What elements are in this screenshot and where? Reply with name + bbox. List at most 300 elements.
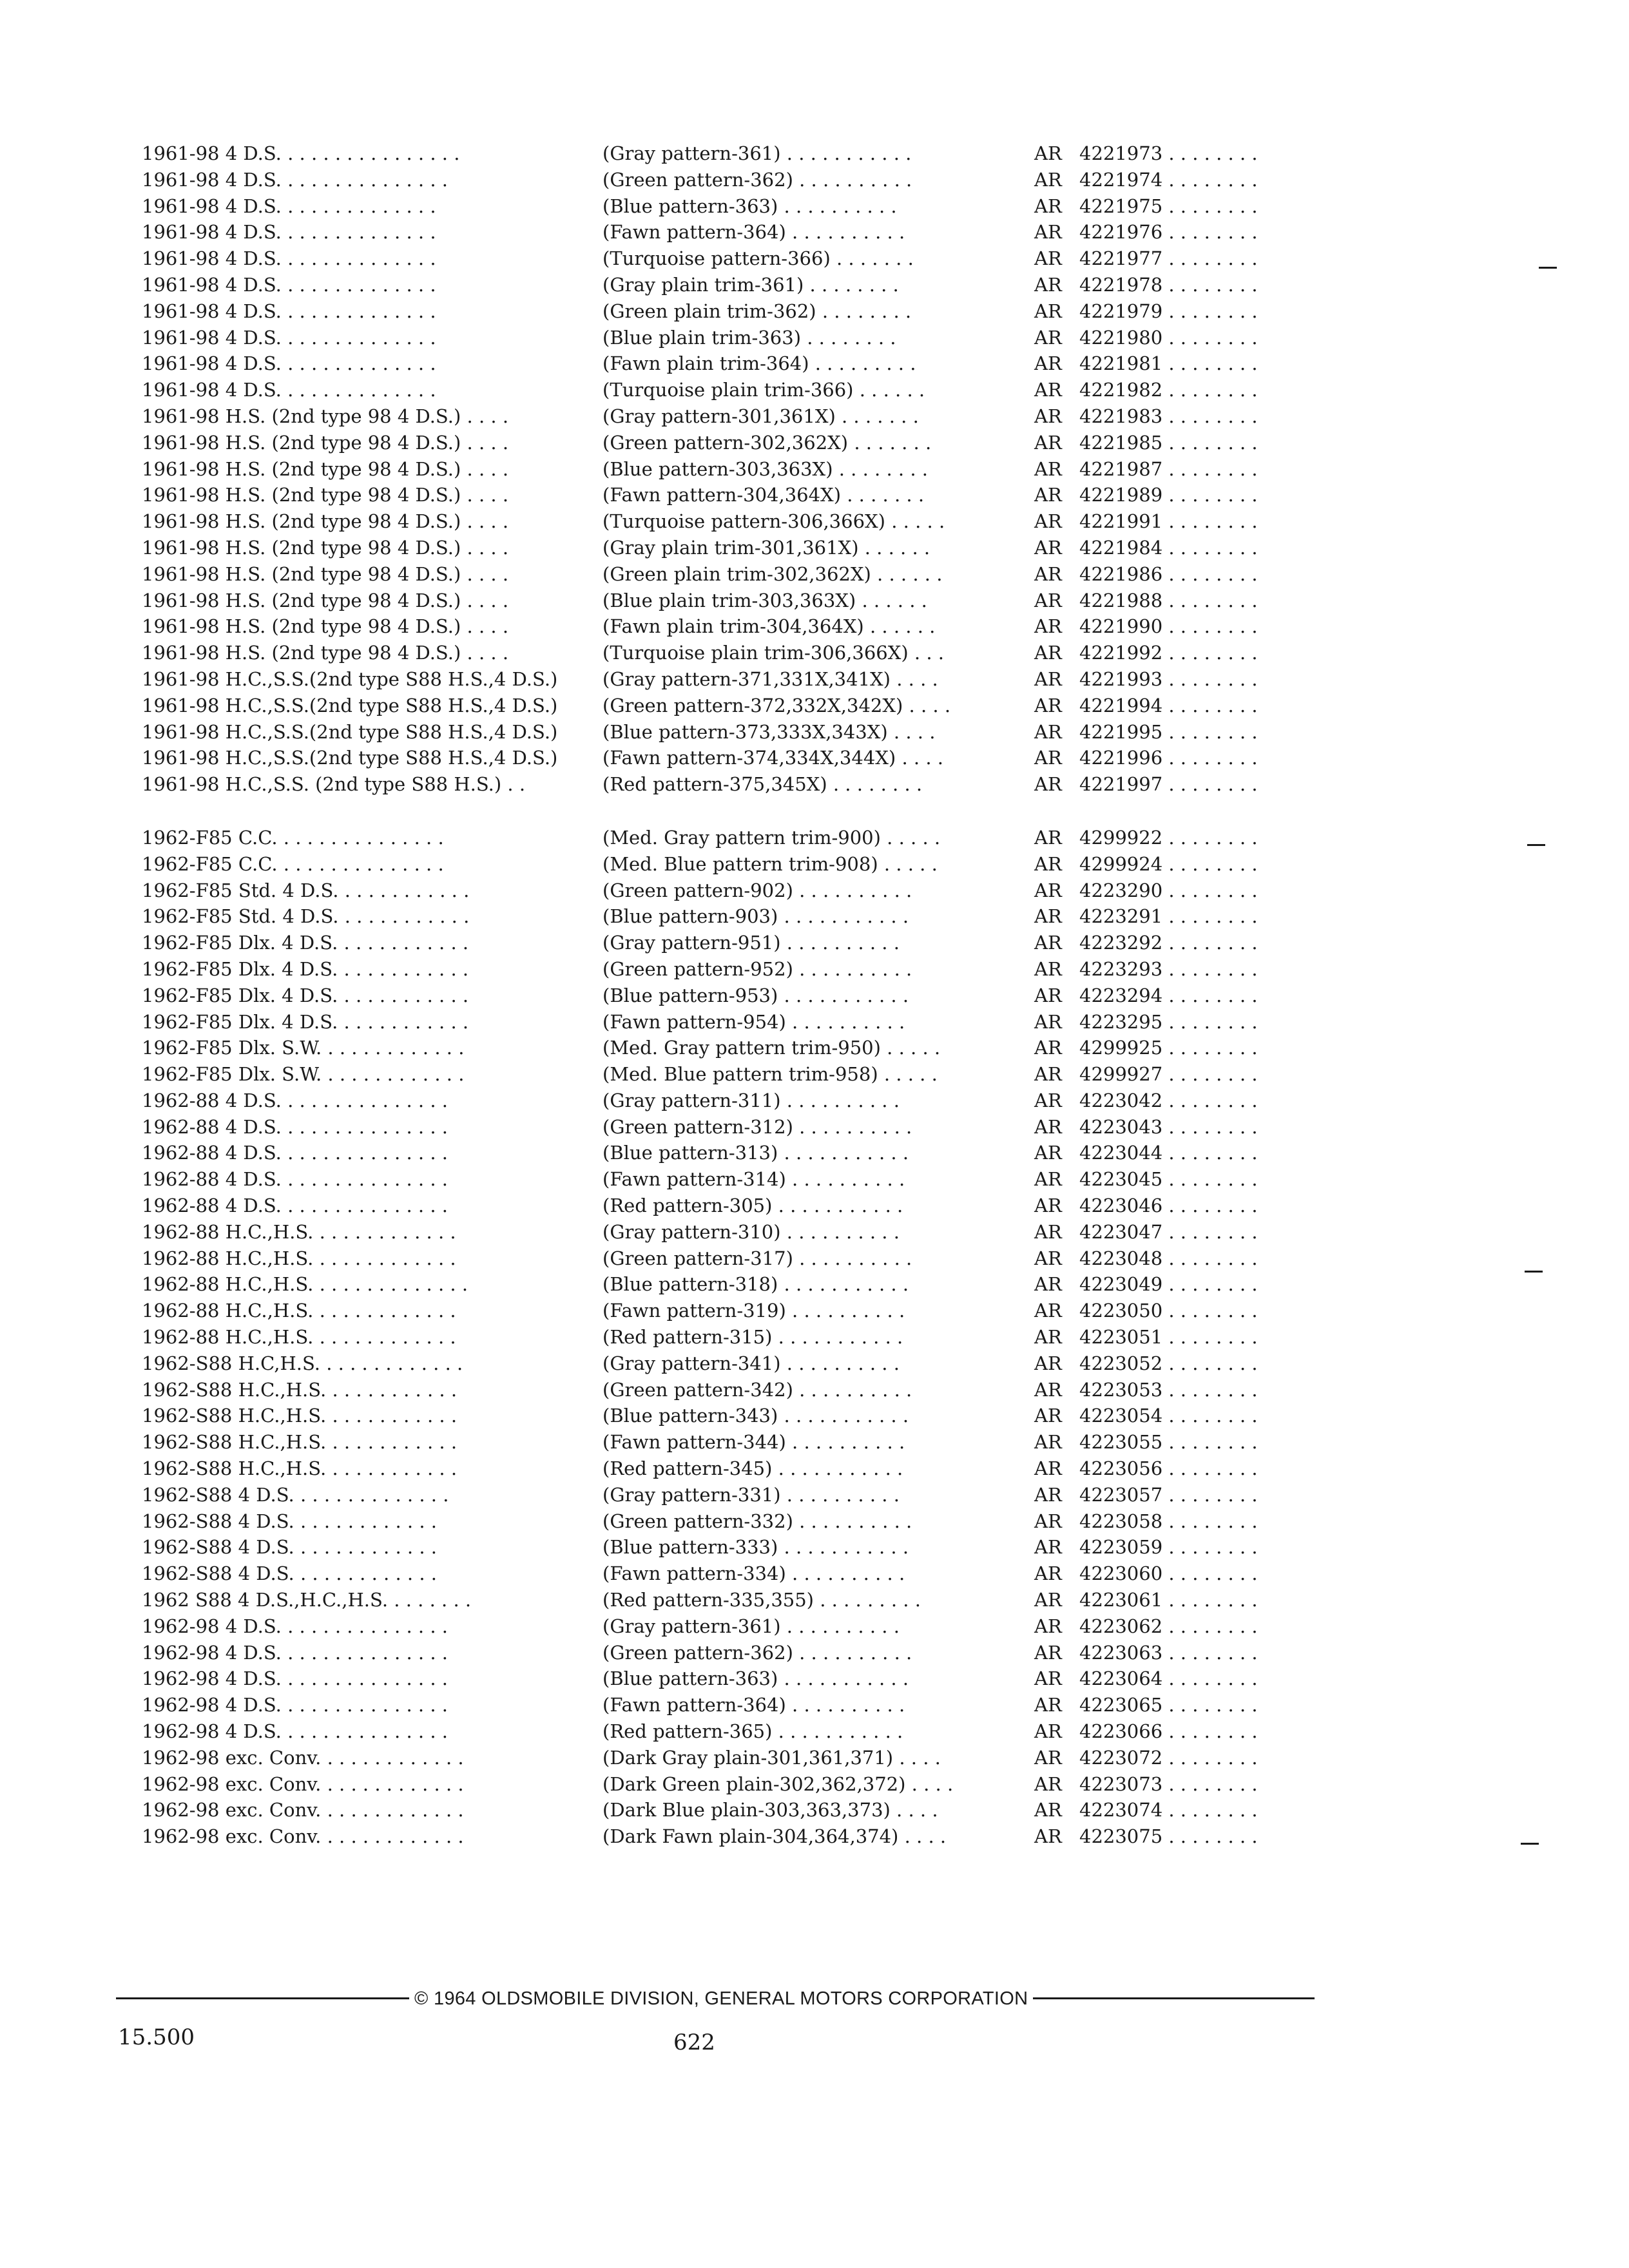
trim-description-cell: (Blue pattern-903) . . . . . . . . . . . xyxy=(602,905,909,928)
model-cell: 1962-98 4 D.S. . . . . . . . . . . . . . . xyxy=(142,1667,448,1690)
trim-description-cell: (Gray plain trim-361) . . . . . . . . xyxy=(602,273,899,296)
part-number-cell: 4223045 . . . . . . . . xyxy=(1079,1168,1258,1191)
model-cell: 1962-88 4 D.S. . . . . . . . . . . . . . . xyxy=(142,1168,448,1191)
part-number-cell: 4223292 . . . . . . . . xyxy=(1079,932,1258,954)
part-number-cell: 4223291 . . . . . . . . xyxy=(1079,905,1258,928)
table-row xyxy=(129,1035,1340,1061)
trim-description-cell: (Green pattern-332) . . . . . . . . . . xyxy=(602,1510,912,1532)
part-number-cell: 4221993 . . . . . . . . xyxy=(1079,668,1258,690)
trim-description-cell: (Blue pattern-343) . . . . . . . . . . . xyxy=(602,1405,909,1427)
table-row xyxy=(129,272,1340,298)
trim-description-cell: (Fawn pattern-364) . . . . . . . . . . xyxy=(602,1694,905,1716)
part-number-cell: 4223043 . . . . . . . . xyxy=(1079,1115,1258,1138)
margin-tick-mark xyxy=(1527,844,1545,846)
table-row xyxy=(129,1613,1340,1640)
table-row xyxy=(129,298,1340,325)
quantity-cell: AR xyxy=(1034,1220,1062,1243)
trim-description-cell: (Red pattern-305) . . . . . . . . . . . xyxy=(602,1195,903,1217)
trim-description-cell: (Gray pattern-371,331X,341X) . . . . xyxy=(602,668,938,690)
model-cell: 1961-98 4 D.S. . . . . . . . . . . . . . xyxy=(142,352,436,375)
quantity-cell: AR xyxy=(1034,221,1062,244)
part-number-cell: 4221994 . . . . . . . . xyxy=(1079,694,1258,716)
table-row xyxy=(129,430,1340,456)
quantity-cell: AR xyxy=(1034,1273,1062,1296)
trim-description-cell: (Gray pattern-361) . . . . . . . . . . xyxy=(602,1615,900,1637)
part-number-cell: 4221977 . . . . . . . . xyxy=(1079,247,1258,270)
quantity-cell: AR xyxy=(1034,747,1062,769)
trim-description-cell: (Blue pattern-953) . . . . . . . . . . . xyxy=(602,984,909,1006)
part-number-cell: 4221985 . . . . . . . . xyxy=(1079,431,1258,454)
trim-description-cell: (Dark Gray plain-301,361,371) . . . . xyxy=(602,1746,941,1769)
part-number-cell: 4221982 . . . . . . . . xyxy=(1079,379,1258,401)
quantity-cell: AR xyxy=(1034,1352,1062,1374)
trim-description-cell: (Fawn pattern-319) . . . . . . . . . . xyxy=(602,1300,905,1322)
trim-description-cell: (Gray pattern-331) . . . . . . . . . . xyxy=(602,1483,900,1506)
part-number-cell: 4221974 . . . . . . . . xyxy=(1079,168,1258,191)
quantity-cell: AR xyxy=(1034,1063,1062,1086)
quantity-cell: AR xyxy=(1034,536,1062,559)
model-year-group xyxy=(129,140,1340,798)
margin-tick-mark xyxy=(1525,1271,1543,1273)
table-row xyxy=(129,666,1340,693)
model-cell: 1962-S88 4 D.S. . . . . . . . . . . . . xyxy=(142,1510,437,1532)
model-cell: 1962-S88 H.C.,H.S. . . . . . . . . . . . xyxy=(142,1457,458,1480)
margin-tick-mark xyxy=(1539,267,1557,269)
table-row xyxy=(129,1298,1340,1324)
quantity-cell: AR xyxy=(1034,326,1062,349)
part-number-cell: 4223074 . . . . . . . . xyxy=(1079,1799,1258,1821)
trim-description-cell: (Blue plain trim-363) . . . . . . . . xyxy=(602,326,896,349)
quantity-cell: AR xyxy=(1034,1195,1062,1217)
part-number-cell: 4223056 . . . . . . . . xyxy=(1079,1457,1258,1480)
table-row xyxy=(129,1245,1340,1272)
model-cell: 1961-98 H.S. (2nd type 98 4 D.S.) . . . . xyxy=(142,642,509,664)
model-cell: 1962-S88 4 D.S. . . . . . . . . . . . . . xyxy=(142,1483,449,1506)
trim-description-cell: (Turquoise pattern-366) . . . . . . . xyxy=(602,247,914,270)
quantity-cell: AR xyxy=(1034,1746,1062,1769)
table-row xyxy=(129,983,1340,1009)
trim-description-cell: (Fawn pattern-304,364X) . . . . . . . xyxy=(602,484,925,506)
model-cell: 1961-98 H.C.,S.S.(2nd type S88 H.S.,4 D.S.) xyxy=(142,668,558,690)
model-cell: 1961-98 H.S. (2nd type 98 4 D.S.) . . . . xyxy=(142,562,509,585)
trim-description-cell: (Red pattern-365) . . . . . . . . . . . xyxy=(602,1720,903,1743)
trim-description-cell: (Dark Fawn plain-304,364,374) . . . . xyxy=(602,1825,947,1848)
model-cell: 1962-98 exc. Conv. . . . . . . . . . . . . xyxy=(142,1825,464,1848)
model-cell: 1961-98 H.S. (2nd type 98 4 D.S.) . . . . xyxy=(142,510,509,533)
part-number-cell: 4223057 . . . . . . . . xyxy=(1079,1483,1258,1506)
model-cell: 1961-98 H.S. (2nd type 98 4 D.S.) . . . . xyxy=(142,405,509,427)
trim-description-cell: (Fawn pattern-954) . . . . . . . . . . xyxy=(602,1010,905,1033)
quantity-cell: AR xyxy=(1034,1168,1062,1191)
quantity-cell: AR xyxy=(1034,484,1062,506)
table-row xyxy=(129,1797,1340,1823)
table-row xyxy=(129,719,1340,745)
quantity-cell: AR xyxy=(1034,589,1062,611)
model-cell: 1962-98 exc. Conv. . . . . . . . . . . . . xyxy=(142,1746,464,1769)
table-row xyxy=(129,1061,1340,1088)
table-row xyxy=(129,482,1340,508)
trim-description-cell: (Turquoise plain trim-306,366X) . . . xyxy=(602,642,945,664)
quantity-cell: AR xyxy=(1034,1089,1062,1111)
trim-description-cell: (Red pattern-345) . . . . . . . . . . . xyxy=(602,1457,903,1480)
model-cell: 1961-98 H.S. (2nd type 98 4 D.S.) . . . . xyxy=(142,431,509,454)
model-cell: 1961-98 H.C.,S.S.(2nd type S88 H.S.,4 D.S.) xyxy=(142,720,558,743)
trim-description-cell: (Blue plain trim-303,363X) . . . . . . xyxy=(602,589,927,611)
quantity-cell: AR xyxy=(1034,905,1062,928)
trim-description-cell: (Med. Gray pattern trim-900) . . . . . xyxy=(602,826,941,849)
quantity-cell: AR xyxy=(1034,1536,1062,1559)
part-number-cell: 4221992 . . . . . . . . xyxy=(1079,642,1258,664)
page-number: 622 xyxy=(673,2030,715,2055)
part-number-cell: 4223053 . . . . . . . . xyxy=(1079,1378,1258,1401)
part-number-cell: 4223066 . . . . . . . . xyxy=(1079,1720,1258,1743)
model-cell: 1961-98 4 D.S. . . . . . . . . . . . . . xyxy=(142,273,436,296)
table-row xyxy=(129,1429,1340,1456)
trim-description-cell: (Gray pattern-951) . . . . . . . . . . xyxy=(602,932,900,954)
trim-description-cell: (Med. Blue pattern trim-958) . . . . . xyxy=(602,1063,938,1086)
table-row xyxy=(129,1324,1340,1350)
model-cell: 1962-88 H.C.,H.S. . . . . . . . . . . . . . xyxy=(142,1273,468,1296)
quantity-cell: AR xyxy=(1034,142,1062,164)
part-number-cell: 4223059 . . . . . . . . xyxy=(1079,1536,1258,1559)
quantity-cell: AR xyxy=(1034,1326,1062,1349)
quantity-cell: AR xyxy=(1034,957,1062,980)
quantity-cell: AR xyxy=(1034,510,1062,533)
quantity-cell: AR xyxy=(1034,457,1062,480)
quantity-cell: AR xyxy=(1034,1378,1062,1401)
trim-description-cell: (Gray plain trim-301,361X) . . . . . . xyxy=(602,536,930,559)
part-number-cell: 4223294 . . . . . . . . xyxy=(1079,984,1258,1006)
part-number-cell: 4299927 . . . . . . . . xyxy=(1079,1063,1258,1086)
quantity-cell: AR xyxy=(1034,1720,1062,1743)
model-cell: 1962-S88 4 D.S. . . . . . . . . . . . . xyxy=(142,1536,437,1559)
model-cell: 1962-S88 H.C.,H.S. . . . . . . . . . . . xyxy=(142,1378,458,1401)
part-number-cell: 4299924 . . . . . . . . xyxy=(1079,852,1258,875)
table-row xyxy=(129,1350,1340,1377)
quantity-cell: AR xyxy=(1034,405,1062,427)
section-number: 15.500 xyxy=(118,2024,195,2050)
model-cell: 1961-98 4 D.S. . . . . . . . . . . . . . xyxy=(142,326,436,349)
model-cell: 1961-98 H.S. (2nd type 98 4 D.S.) . . . . xyxy=(142,484,509,506)
trim-description-cell: (Green pattern-902) . . . . . . . . . . xyxy=(602,879,912,901)
table-row xyxy=(129,1666,1340,1692)
part-number-cell: 4221975 . . . . . . . . xyxy=(1079,195,1258,217)
table-row xyxy=(129,403,1340,430)
model-cell: 1962-88 H.C.,H.S. . . . . . . . . . . . . xyxy=(142,1300,456,1322)
table-row xyxy=(129,219,1340,245)
table-row xyxy=(129,1219,1340,1245)
model-cell: 1961-98 H.C.,S.S.(2nd type S88 H.S.,4 D.S.) xyxy=(142,747,558,769)
trim-description-cell: (Green pattern-317) . . . . . . . . . . xyxy=(602,1247,912,1269)
trim-description-cell: (Green plain trim-302,362X) . . . . . . xyxy=(602,562,943,585)
quantity-cell: AR xyxy=(1034,1457,1062,1480)
quantity-cell: AR xyxy=(1034,1799,1062,1821)
quantity-cell: AR xyxy=(1034,694,1062,716)
part-number-cell: 4223295 . . . . . . . . xyxy=(1079,1010,1258,1033)
part-number-cell: 4223065 . . . . . . . . xyxy=(1079,1694,1258,1716)
quantity-cell: AR xyxy=(1034,1431,1062,1454)
part-number-cell: 4221995 . . . . . . . . xyxy=(1079,720,1258,743)
quantity-cell: AR xyxy=(1034,1037,1062,1059)
part-number-cell: 4223046 . . . . . . . . xyxy=(1079,1195,1258,1217)
table-row xyxy=(129,825,1340,851)
table-row xyxy=(129,771,1340,798)
table-row xyxy=(129,1482,1340,1508)
trim-description-cell: (Dark Green plain-302,362,372) . . . . xyxy=(602,1773,954,1795)
table-row xyxy=(129,561,1340,588)
model-cell: 1961-98 4 D.S. . . . . . . . . . . . . . . . xyxy=(142,142,460,164)
model-cell: 1961-98 H.S. (2nd type 98 4 D.S.) . . . . xyxy=(142,615,509,638)
part-number-cell: 4221987 . . . . . . . . xyxy=(1079,457,1258,480)
trim-description-cell: (Fawn plain trim-304,364X) . . . . . . xyxy=(602,615,936,638)
table-row xyxy=(129,245,1340,272)
quantity-cell: AR xyxy=(1034,1589,1062,1611)
model-cell: 1961-98 4 D.S. . . . . . . . . . . . . . xyxy=(142,195,436,217)
model-cell: 1962-F85 Dlx. 4 D.S. . . . . . . . . . . . xyxy=(142,1010,469,1033)
quantity-cell: AR xyxy=(1034,1641,1062,1664)
quantity-cell: AR xyxy=(1034,168,1062,191)
table-row xyxy=(129,1718,1340,1745)
footer-copyright: © 1964 OLDSMOBILE DIVISION, GENERAL MOTORS CORPORATION xyxy=(409,1986,1033,2012)
model-cell: 1962-F85 Dlx. 4 D.S. . . . . . . . . . . . xyxy=(142,984,469,1006)
model-cell: 1962-98 exc. Conv. . . . . . . . . . . . . xyxy=(142,1773,464,1795)
part-number-cell: 4223049 . . . . . . . . xyxy=(1079,1273,1258,1296)
table-row xyxy=(129,693,1340,719)
quantity-cell: AR xyxy=(1034,826,1062,849)
model-cell: 1962-F85 Std. 4 D.S. . . . . . . . . . . . xyxy=(142,905,470,928)
quantity-cell: AR xyxy=(1034,615,1062,638)
part-number-cell: 4223044 . . . . . . . . xyxy=(1079,1142,1258,1164)
quantity-cell: AR xyxy=(1034,1694,1062,1716)
model-cell: 1962-F85 Dlx. S.W. . . . . . . . . . . . . xyxy=(142,1063,465,1086)
trim-description-cell: (Green pattern-302,362X) . . . . . . . xyxy=(602,431,932,454)
quantity-cell: AR xyxy=(1034,562,1062,585)
table-row xyxy=(129,1166,1340,1193)
table-row xyxy=(129,956,1340,983)
part-number-cell: 4223048 . . . . . . . . xyxy=(1079,1247,1258,1269)
model-cell: 1962-F85 Dlx. 4 D.S. . . . . . . . . . . . xyxy=(142,957,469,980)
parts-list xyxy=(129,140,1340,1850)
quantity-cell: AR xyxy=(1034,195,1062,217)
model-cell: 1962-F85 Std. 4 D.S. . . . . . . . . . . . xyxy=(142,879,470,901)
model-cell: 1961-98 4 D.S. . . . . . . . . . . . . . xyxy=(142,300,436,322)
quantity-cell: AR xyxy=(1034,668,1062,690)
table-row xyxy=(129,1456,1340,1482)
trim-description-cell: (Blue pattern-303,363X) . . . . . . . . xyxy=(602,457,928,480)
quantity-cell: AR xyxy=(1034,1615,1062,1637)
part-number-cell: 4221978 . . . . . . . . xyxy=(1079,273,1258,296)
trim-description-cell: (Green pattern-342) . . . . . . . . . . xyxy=(602,1378,912,1401)
table-row xyxy=(129,377,1340,403)
model-cell: 1962-88 4 D.S. . . . . . . . . . . . . . . xyxy=(142,1115,448,1138)
part-number-cell: 4221976 . . . . . . . . xyxy=(1079,221,1258,244)
part-number-cell: 4223072 . . . . . . . . xyxy=(1079,1746,1258,1769)
table-row xyxy=(129,1823,1340,1850)
model-cell: 1962 S88 4 D.S.,H.C.,H.S. . . . . . . . xyxy=(142,1589,472,1611)
trim-description-cell: (Gray pattern-341) . . . . . . . . . . xyxy=(602,1352,900,1374)
model-cell: 1962-98 4 D.S. . . . . . . . . . . . . . . xyxy=(142,1615,448,1637)
table-row xyxy=(129,1692,1340,1718)
quantity-cell: AR xyxy=(1034,932,1062,954)
trim-description-cell: (Red pattern-315) . . . . . . . . . . . xyxy=(602,1326,903,1349)
part-number-cell: 4223060 . . . . . . . . xyxy=(1079,1562,1258,1585)
quantity-cell: AR xyxy=(1034,431,1062,454)
trim-description-cell: (Gray pattern-301,361X) . . . . . . . xyxy=(602,405,919,427)
quantity-cell: AR xyxy=(1034,773,1062,796)
trim-description-cell: (Blue pattern-373,333X,343X) . . . . xyxy=(602,720,936,743)
quantity-cell: AR xyxy=(1034,1300,1062,1322)
trim-description-cell: (Green pattern-362) . . . . . . . . . . xyxy=(602,168,912,191)
model-cell: 1961-98 4 D.S. . . . . . . . . . . . . . xyxy=(142,247,436,270)
trim-description-cell: (Blue pattern-313) . . . . . . . . . . . xyxy=(602,1142,909,1164)
model-cell: 1961-98 4 D.S. . . . . . . . . . . . . . xyxy=(142,379,436,401)
model-cell: 1961-98 4 D.S. . . . . . . . . . . . . . xyxy=(142,221,436,244)
quantity-cell: AR xyxy=(1034,1483,1062,1506)
part-number-cell: 4221996 . . . . . . . . xyxy=(1079,747,1258,769)
trim-description-cell: (Fawn pattern-344) . . . . . . . . . . xyxy=(602,1431,905,1454)
model-cell: 1962-98 4 D.S. . . . . . . . . . . . . . . xyxy=(142,1694,448,1716)
part-number-cell: 4221991 . . . . . . . . xyxy=(1079,510,1258,533)
table-row xyxy=(129,508,1340,535)
part-number-cell: 4223047 . . . . . . . . xyxy=(1079,1220,1258,1243)
trim-description-cell: (Gray pattern-311) . . . . . . . . . . xyxy=(602,1089,900,1111)
trim-description-cell: (Fawn plain trim-364) . . . . . . . . . xyxy=(602,352,916,375)
table-row xyxy=(129,1508,1340,1535)
trim-description-cell: (Blue pattern-363) . . . . . . . . . . xyxy=(602,195,897,217)
model-cell: 1962-88 H.C.,H.S. . . . . . . . . . . . . xyxy=(142,1247,456,1269)
table-row xyxy=(129,745,1340,771)
model-cell: 1961-98 H.C.,S.S.(2nd type S88 H.S.,4 D.S.) xyxy=(142,694,558,716)
quantity-cell: AR xyxy=(1034,1115,1062,1138)
model-cell: 1961-98 H.C.,S.S. (2nd type S88 H.S.) . . xyxy=(142,773,526,796)
part-number-cell: 4223293 . . . . . . . . xyxy=(1079,957,1258,980)
trim-description-cell: (Med. Gray pattern trim-950) . . . . . xyxy=(602,1037,941,1059)
table-row xyxy=(129,1771,1340,1798)
quantity-cell: AR xyxy=(1034,247,1062,270)
part-number-cell: 4223051 . . . . . . . . xyxy=(1079,1326,1258,1349)
table-row xyxy=(129,1140,1340,1166)
part-number-cell: 4223290 . . . . . . . . xyxy=(1079,879,1258,901)
table-row xyxy=(129,930,1340,956)
table-row xyxy=(129,1193,1340,1219)
trim-description-cell: (Fawn pattern-364) . . . . . . . . . . xyxy=(602,221,905,244)
model-cell: 1962-S88 4 D.S. . . . . . . . . . . . . xyxy=(142,1562,437,1585)
quantity-cell: AR xyxy=(1034,1010,1062,1033)
part-number-cell: 4223052 . . . . . . . . xyxy=(1079,1352,1258,1374)
margin-tick-mark xyxy=(1521,1843,1539,1845)
table-row xyxy=(129,903,1340,930)
trim-description-cell: (Dark Blue plain-303,363,373) . . . . xyxy=(602,1799,938,1821)
quantity-cell: AR xyxy=(1034,379,1062,401)
model-cell: 1961-98 4 D.S. . . . . . . . . . . . . . . xyxy=(142,168,448,191)
quantity-cell: AR xyxy=(1034,300,1062,322)
table-row xyxy=(129,1114,1340,1140)
model-cell: 1962-88 H.C.,H.S. . . . . . . . . . . . . xyxy=(142,1220,456,1243)
model-cell: 1962-88 4 D.S. . . . . . . . . . . . . . . xyxy=(142,1195,448,1217)
part-number-cell: 4223050 . . . . . . . . xyxy=(1079,1300,1258,1322)
trim-description-cell: (Turquoise pattern-306,366X) . . . . . xyxy=(602,510,945,533)
table-row xyxy=(129,1745,1340,1771)
table-row xyxy=(129,140,1340,167)
trim-description-cell: (Blue pattern-363) . . . . . . . . . . . xyxy=(602,1667,909,1690)
part-number-cell: 4223073 . . . . . . . . xyxy=(1079,1773,1258,1795)
model-cell: 1962-98 4 D.S. . . . . . . . . . . . . . . xyxy=(142,1720,448,1743)
part-number-cell: 4223075 . . . . . . . . xyxy=(1079,1825,1258,1848)
part-number-cell: 4221984 . . . . . . . . xyxy=(1079,536,1258,559)
quantity-cell: AR xyxy=(1034,984,1062,1006)
part-number-cell: 4221980 . . . . . . . . xyxy=(1079,326,1258,349)
table-row xyxy=(129,351,1340,377)
trim-description-cell: (Green pattern-952) . . . . . . . . . . xyxy=(602,957,912,980)
table-row xyxy=(129,1009,1340,1035)
part-number-cell: 4221986 . . . . . . . . xyxy=(1079,562,1258,585)
part-number-cell: 4299925 . . . . . . . . xyxy=(1079,1037,1258,1059)
part-number-cell: 4223062 . . . . . . . . xyxy=(1079,1615,1258,1637)
table-row xyxy=(129,167,1340,193)
quantity-cell: AR xyxy=(1034,1510,1062,1532)
quantity-cell: AR xyxy=(1034,1247,1062,1269)
part-number-cell: 4221988 . . . . . . . . xyxy=(1079,589,1258,611)
part-number-cell: 4223058 . . . . . . . . xyxy=(1079,1510,1258,1532)
table-row xyxy=(129,1587,1340,1613)
table-row xyxy=(129,535,1340,561)
part-number-cell: 4223042 . . . . . . . . xyxy=(1079,1089,1258,1111)
model-cell: 1962-98 exc. Conv. . . . . . . . . . . . . xyxy=(142,1799,464,1821)
table-row xyxy=(129,1640,1340,1666)
trim-description-cell: (Green pattern-362) . . . . . . . . . . xyxy=(602,1641,912,1664)
part-number-cell: 4221973 . . . . . . . . xyxy=(1079,142,1258,164)
quantity-cell: AR xyxy=(1034,1562,1062,1585)
part-number-cell: 4223055 . . . . . . . . xyxy=(1079,1431,1258,1454)
model-cell: 1962-S88 H.C.,H.S. . . . . . . . . . . . xyxy=(142,1405,458,1427)
quantity-cell: AR xyxy=(1034,852,1062,875)
part-number-cell: 4221989 . . . . . . . . xyxy=(1079,484,1258,506)
trim-description-cell: (Fawn pattern-314) . . . . . . . . . . xyxy=(602,1168,905,1191)
table-row xyxy=(129,456,1340,483)
table-row xyxy=(129,1271,1340,1298)
quantity-cell: AR xyxy=(1034,1667,1062,1690)
part-number-cell: 4221990 . . . . . . . . xyxy=(1079,615,1258,638)
part-number-cell: 4221983 . . . . . . . . xyxy=(1079,405,1258,427)
quantity-cell: AR xyxy=(1034,273,1062,296)
quantity-cell: AR xyxy=(1034,352,1062,375)
table-row xyxy=(129,1561,1340,1587)
part-number-cell: 4221981 . . . . . . . . xyxy=(1079,352,1258,375)
table-row xyxy=(129,325,1340,351)
model-cell: 1962-F85 Dlx. 4 D.S. . . . . . . . . . . . xyxy=(142,932,469,954)
model-cell: 1962-98 4 D.S. . . . . . . . . . . . . . . xyxy=(142,1641,448,1664)
part-number-cell: 4223061 . . . . . . . . xyxy=(1079,1589,1258,1611)
quantity-cell: AR xyxy=(1034,1773,1062,1795)
model-year-group xyxy=(129,825,1340,1850)
trim-description-cell: (Red pattern-335,355) . . . . . . . . . xyxy=(602,1589,921,1611)
quantity-cell: AR xyxy=(1034,720,1062,743)
table-row xyxy=(129,613,1340,640)
trim-description-cell: (Gray pattern-361) . . . . . . . . . . . xyxy=(602,142,912,164)
part-number-cell: 4223064 . . . . . . . . xyxy=(1079,1667,1258,1690)
model-cell: 1962-F85 Dlx. S.W. . . . . . . . . . . . . xyxy=(142,1037,465,1059)
trim-description-cell: (Turquoise plain trim-366) . . . . . . xyxy=(602,379,925,401)
table-row xyxy=(129,851,1340,878)
quantity-cell: AR xyxy=(1034,1825,1062,1848)
trim-description-cell: (Blue pattern-333) . . . . . . . . . . . xyxy=(602,1536,909,1559)
quantity-cell: AR xyxy=(1034,1405,1062,1427)
model-cell: 1962-F85 C.C. . . . . . . . . . . . . . . xyxy=(142,852,444,875)
model-cell: 1962-88 H.C.,H.S. . . . . . . . . . . . . xyxy=(142,1326,456,1349)
trim-description-cell: (Red pattern-375,345X) . . . . . . . . xyxy=(602,773,923,796)
model-cell: 1962-88 4 D.S. . . . . . . . . . . . . . . xyxy=(142,1089,448,1111)
trim-description-cell: (Green pattern-372,332X,342X) . . . . xyxy=(602,694,951,716)
